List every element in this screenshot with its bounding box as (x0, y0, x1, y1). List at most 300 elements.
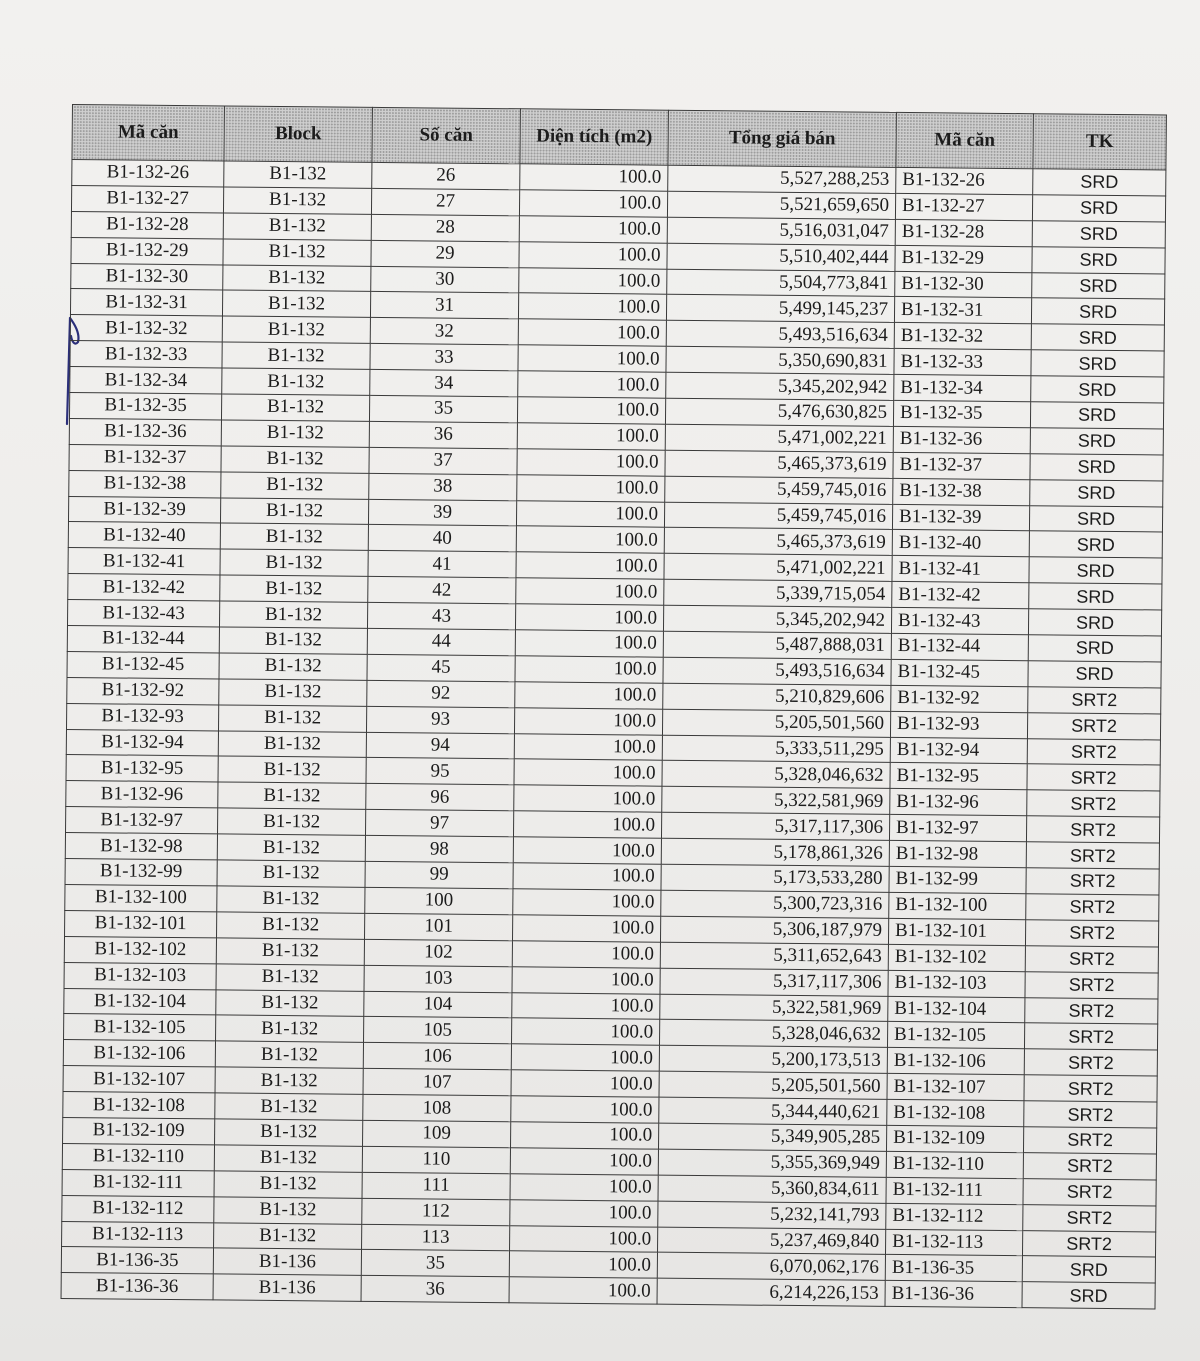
cell-tk: SRD (1029, 531, 1162, 558)
cell-ma-can-2: B1-132-93 (890, 711, 1027, 738)
cell-so-can: 36 (361, 1276, 509, 1303)
cell-block: B1-132 (219, 679, 367, 706)
cell-ma-can-2: B1-132-106 (887, 1048, 1024, 1075)
cell-tk: SRT2 (1025, 971, 1158, 998)
cell-dien-tich: 100.0 (509, 1277, 657, 1304)
cell-ma-can-2: B1-132-105 (887, 1022, 1024, 1049)
cell-block: B1-132 (222, 342, 370, 369)
cell-so-can: 99 (365, 861, 513, 888)
cell-dien-tich: 100.0 (513, 863, 661, 890)
cell-tong-gia-ban: 5,349,905,285 (658, 1123, 886, 1151)
cell-dien-tich: 100.0 (510, 1148, 658, 1175)
cell-ma-can: B1-132-97 (66, 807, 218, 834)
cell-tk: SRT2 (1024, 1101, 1157, 1128)
cell-tong-gia-ban: 6,070,062,176 (657, 1253, 885, 1281)
cell-tk: SRD (1031, 376, 1164, 403)
cell-dien-tich: 100.0 (513, 811, 661, 838)
cell-tk: SRT2 (1027, 712, 1160, 739)
price-table-sheet (61, 104, 1166, 1310)
cell-dien-tich: 100.0 (518, 345, 666, 372)
cell-block: B1-132 (218, 756, 366, 783)
cell-tk: SRD (1032, 195, 1165, 222)
cell-ma-can-2: B1-132-108 (887, 1099, 1024, 1126)
cell-dien-tich: 100.0 (511, 1018, 659, 1045)
cell-dien-tich: 100.0 (511, 1122, 659, 1149)
cell-tk: SRT2 (1025, 920, 1158, 947)
cell-tong-gia-ban: 5,317,117,306 (660, 968, 888, 996)
cell-so-can: 97 (365, 810, 513, 837)
cell-tk: SRT2 (1025, 945, 1158, 972)
cell-so-can: 109 (363, 1120, 511, 1147)
cell-dien-tich: 100.0 (515, 604, 663, 631)
cell-ma-can-2: B1-136-36 (885, 1281, 1022, 1308)
cell-ma-can: B1-132-44 (67, 626, 219, 653)
table-body (61, 160, 1166, 1310)
cell-dien-tich: 100.0 (514, 733, 662, 760)
cell-ma-can-2: B1-132-99 (889, 866, 1026, 893)
cell-so-can: 92 (367, 680, 515, 707)
cell-tk: SRD (1031, 350, 1164, 377)
cell-tk: SRT2 (1024, 1075, 1157, 1102)
cell-tong-gia-ban: 5,465,373,619 (664, 528, 892, 556)
cell-ma-can-2: B1-132-30 (895, 271, 1032, 298)
cell-tk: SRT2 (1025, 997, 1158, 1024)
cell-so-can: 98 (365, 836, 513, 863)
cell-block: B1-132 (222, 368, 370, 395)
cell-ma-can: B1-132-102 (64, 936, 216, 963)
cell-dien-tich: 100.0 (509, 1251, 657, 1278)
cell-tk: SRD (1030, 454, 1163, 481)
cell-so-can: 104 (364, 991, 512, 1018)
cell-dien-tich: 100.0 (515, 682, 663, 709)
cell-dien-tich: 100.0 (512, 940, 660, 967)
cell-ma-can-2: B1-132-41 (892, 556, 1029, 583)
cell-tong-gia-ban: 6,214,226,153 (657, 1278, 885, 1306)
cell-ma-can-2: B1-132-44 (891, 633, 1028, 660)
cell-block: B1-132 (219, 627, 367, 654)
cell-tk: SRT2 (1026, 842, 1159, 869)
cell-ma-can-2: B1-132-38 (893, 478, 1030, 505)
cell-ma-can-2: B1-132-35 (893, 400, 1030, 427)
cell-ma-can: B1-132-28 (71, 211, 223, 238)
cell-tong-gia-ban: 5,200,173,513 (659, 1045, 887, 1073)
cell-block: B1-136 (213, 1274, 361, 1301)
cell-tong-gia-ban: 5,339,715,054 (664, 579, 892, 607)
cell-block: B1-132 (218, 731, 366, 758)
cell-tong-gia-ban: 5,205,501,560 (659, 1071, 887, 1099)
cell-block: B1-132 (214, 1171, 362, 1198)
cell-block: B1-132 (214, 1222, 362, 1249)
cell-tong-gia-ban: 5,487,888,031 (663, 631, 891, 659)
cell-tk: SRD (1028, 609, 1161, 636)
cell-tong-gia-ban: 5,493,516,634 (663, 657, 891, 685)
cell-tong-gia-ban: 5,345,202,942 (666, 372, 894, 400)
cell-tk: SRT2 (1023, 1153, 1156, 1180)
cell-block: B1-132 (220, 549, 368, 576)
cell-dien-tich: 100.0 (516, 552, 664, 579)
cell-tong-gia-ban: 5,516,031,047 (667, 217, 895, 245)
cell-tk: SRT2 (1024, 1023, 1157, 1050)
cell-ma-can-2: B1-132-36 (893, 426, 1030, 453)
cell-so-can: 44 (367, 628, 515, 655)
cell-tong-gia-ban: 5,205,501,560 (662, 709, 890, 737)
cell-dien-tich: 100.0 (514, 707, 662, 734)
cell-dien-tich: 100.0 (519, 267, 667, 294)
cell-tk: SRT2 (1022, 1230, 1155, 1257)
cell-tong-gia-ban: 5,311,652,643 (660, 942, 888, 970)
unit-price-table (61, 104, 1167, 1310)
cell-dien-tich: 100.0 (516, 578, 664, 605)
cell-so-can: 39 (368, 499, 516, 526)
cell-dien-tich: 100.0 (511, 1070, 659, 1097)
cell-ma-can: B1-136-36 (61, 1273, 213, 1300)
cell-ma-can-2: B1-132-102 (888, 944, 1025, 971)
cell-ma-can: B1-132-27 (71, 185, 223, 212)
cell-ma-can: B1-132-36 (69, 418, 221, 445)
cell-ma-can: B1-132-112 (62, 1195, 214, 1222)
cell-tong-gia-ban: 5,471,002,221 (664, 554, 892, 582)
cell-dien-tich: 100.0 (518, 319, 666, 346)
cell-so-can: 43 (367, 603, 515, 630)
cell-tk: SRD (1030, 428, 1163, 455)
cell-block: B1-132 (223, 239, 371, 266)
cell-tk: SRD (1032, 221, 1165, 248)
cell-block: B1-132 (215, 1119, 363, 1146)
cell-tk: SRD (1031, 298, 1164, 325)
cell-tk: SRT2 (1023, 1178, 1156, 1205)
cell-tk: SRD (1032, 246, 1165, 273)
cell-block: B1-132 (216, 989, 364, 1016)
cell-so-can: 103 (364, 965, 512, 992)
cell-so-can: 29 (371, 240, 519, 267)
cell-so-can: 110 (362, 1146, 510, 1173)
cell-dien-tich: 100.0 (515, 656, 663, 683)
cell-ma-can: B1-132-106 (63, 1040, 215, 1067)
cell-block: B1-132 (215, 1041, 363, 1068)
cell-ma-can: B1-136-35 (61, 1247, 213, 1274)
cell-tk: SRD (1022, 1282, 1155, 1309)
cell-tong-gia-ban: 5,499,145,237 (666, 295, 894, 323)
cell-tong-gia-ban: 5,350,690,831 (666, 346, 894, 374)
cell-so-can: 94 (366, 732, 514, 759)
cell-tong-gia-ban: 5,360,834,611 (658, 1175, 886, 1203)
cell-block: B1-132 (222, 290, 370, 317)
cell-tk: SRT2 (1023, 1204, 1156, 1231)
cell-dien-tich: 100.0 (510, 1225, 658, 1252)
cell-ma-can-2: B1-132-100 (889, 892, 1026, 919)
cell-dien-tich: 100.0 (514, 759, 662, 786)
cell-ma-can: B1-132-113 (62, 1221, 214, 1248)
cell-so-can: 37 (369, 447, 517, 474)
cell-so-can: 102 (364, 939, 512, 966)
cell-tk: SRD (1029, 505, 1162, 532)
cell-ma-can: B1-132-98 (65, 833, 217, 860)
cell-ma-can-2: B1-132-101 (888, 918, 1025, 945)
cell-ma-can: B1-132-92 (67, 677, 219, 704)
cell-ma-can: B1-132-37 (69, 444, 221, 471)
cell-tk: SRD (1029, 583, 1162, 610)
cell-dien-tich: 100.0 (512, 992, 660, 1019)
cell-tk: SRT2 (1027, 790, 1160, 817)
cell-block: B1-132 (220, 575, 368, 602)
cell-ma-can: B1-132-41 (68, 548, 220, 575)
cell-so-can: 113 (362, 1224, 510, 1251)
cell-dien-tich: 100.0 (510, 1199, 658, 1226)
cell-ma-can-2: B1-132-34 (894, 375, 1031, 402)
cell-so-can: 100 (365, 887, 513, 914)
cell-dien-tich: 100.0 (517, 449, 665, 476)
cell-dien-tich: 100.0 (518, 371, 666, 398)
cell-ma-can-2: B1-132-98 (889, 841, 1026, 868)
cell-block: B1-132 (219, 601, 367, 628)
cell-block: B1-132 (219, 653, 367, 680)
cell-so-can: 105 (364, 1017, 512, 1044)
cell-tong-gia-ban: 5,237,469,840 (658, 1227, 886, 1255)
cell-tong-gia-ban: 5,232,141,793 (658, 1201, 886, 1229)
cell-tong-gia-ban: 5,317,117,306 (661, 812, 889, 840)
cell-so-can: 42 (368, 577, 516, 604)
cell-block: B1-132 (222, 316, 370, 343)
cell-dien-tich: 100.0 (517, 397, 665, 424)
cell-ma-can-2: B1-132-113 (885, 1229, 1022, 1256)
cell-ma-can: B1-132-100 (65, 884, 217, 911)
cell-tk: SRT2 (1027, 764, 1160, 791)
cell-block: B1-132 (218, 782, 366, 809)
cell-dien-tich: 100.0 (512, 915, 660, 942)
cell-ma-can-2: B1-132-40 (892, 530, 1029, 557)
cell-so-can: 28 (371, 214, 519, 241)
cell-dien-tich: 100.0 (515, 630, 663, 657)
cell-tong-gia-ban: 5,322,581,969 (662, 787, 890, 815)
cell-tong-gia-ban: 5,521,659,650 (667, 191, 895, 219)
cell-ma-can: B1-132-42 (68, 574, 220, 601)
cell-ma-can-2: B1-132-32 (894, 323, 1031, 350)
cell-so-can: 107 (363, 1069, 511, 1096)
cell-block: B1-132 (221, 446, 369, 473)
cell-so-can: 27 (371, 188, 519, 215)
cell-so-can: 96 (366, 784, 514, 811)
cell-ma-can: B1-132-38 (69, 470, 221, 497)
header-tong-gia-ban: Tổng giá bán (668, 110, 897, 167)
header-so-can: Số căn (372, 107, 521, 163)
cell-tong-gia-ban: 5,493,516,634 (666, 321, 894, 349)
cell-ma-can: B1-132-39 (68, 496, 220, 523)
cell-block: B1-132 (223, 213, 371, 240)
cell-ma-can: B1-132-103 (64, 962, 216, 989)
cell-block: B1-132 (221, 394, 369, 421)
cell-dien-tich: 100.0 (519, 190, 667, 217)
cell-tk: SRD (1031, 324, 1164, 351)
cell-block: B1-132 (216, 1015, 364, 1042)
cell-so-can: 111 (362, 1172, 510, 1199)
cell-so-can: 95 (366, 758, 514, 785)
cell-tk: SRT2 (1026, 816, 1159, 843)
cell-so-can: 38 (369, 473, 517, 500)
cell-dien-tich: 100.0 (519, 241, 667, 268)
cell-tk: SRD (1022, 1256, 1155, 1283)
cell-so-can: 106 (363, 1043, 511, 1070)
cell-ma-can: B1-132-33 (70, 341, 222, 368)
cell-ma-can-2: B1-132-109 (886, 1125, 1023, 1152)
cell-dien-tich: 100.0 (519, 216, 667, 243)
cell-block: B1-132 (214, 1145, 362, 1172)
cell-ma-can-2: B1-132-28 (895, 219, 1032, 246)
cell-block: B1-132 (216, 964, 364, 991)
cell-block: B1-132 (221, 472, 369, 499)
cell-block: B1-132 (215, 1067, 363, 1094)
cell-so-can: 31 (370, 292, 518, 319)
header-ma-can-2: Mã căn (896, 112, 1034, 168)
cell-dien-tich: 100.0 (513, 837, 661, 864)
cell-tk: SRT2 (1024, 1049, 1157, 1076)
cell-block: B1-132 (220, 498, 368, 525)
cell-ma-can-2: B1-132-92 (891, 685, 1028, 712)
cell-so-can: 32 (370, 318, 518, 345)
cell-ma-can-2: B1-132-97 (889, 815, 1026, 842)
cell-ma-can: B1-132-94 (66, 729, 218, 756)
cell-dien-tich: 100.0 (513, 889, 661, 916)
cell-tong-gia-ban: 5,328,046,632 (659, 1020, 887, 1048)
cell-ma-can-2: B1-132-96 (890, 789, 1027, 816)
header-tk: TK (1033, 114, 1167, 170)
cell-so-can: 26 (372, 162, 520, 189)
cell-so-can: 93 (366, 706, 514, 733)
cell-tk: SRD (1032, 272, 1165, 299)
cell-block: B1-132 (223, 187, 371, 214)
cell-tong-gia-ban: 5,345,202,942 (663, 605, 891, 633)
cell-so-can: 40 (368, 525, 516, 552)
cell-dien-tich: 100.0 (511, 1044, 659, 1071)
cell-ma-can: B1-132-111 (62, 1169, 214, 1196)
cell-ma-can: B1-132-108 (63, 1092, 215, 1119)
cell-tk: SRD (1030, 479, 1163, 506)
cell-dien-tich: 100.0 (516, 526, 664, 553)
cell-dien-tich: 100.0 (520, 164, 668, 191)
cell-so-can: 108 (363, 1094, 511, 1121)
cell-block: B1-132 (217, 912, 365, 939)
cell-dien-tich: 100.0 (514, 785, 662, 812)
cell-tong-gia-ban: 5,344,440,621 (659, 1097, 887, 1125)
cell-ma-can-2: B1-132-107 (887, 1074, 1024, 1101)
cell-block: B1-132 (218, 705, 366, 732)
cell-ma-can: B1-132-95 (66, 755, 218, 782)
cell-block: B1-132 (221, 420, 369, 447)
cell-ma-can: B1-132-40 (68, 522, 220, 549)
cell-ma-can: B1-132-29 (71, 237, 223, 264)
cell-ma-can: B1-132-30 (71, 263, 223, 290)
cell-ma-can-2: B1-132-103 (888, 970, 1025, 997)
cell-tong-gia-ban: 5,178,861,326 (661, 838, 889, 866)
cell-ma-can-2: B1-132-29 (895, 245, 1032, 272)
cell-dien-tich: 100.0 (517, 474, 665, 501)
cell-tong-gia-ban: 5,333,511,295 (662, 735, 890, 763)
cell-tk: SRT2 (1023, 1127, 1156, 1154)
cell-ma-can-2: B1-132-110 (886, 1151, 1023, 1178)
header-dien-tich: Diện tích (m2) (520, 109, 669, 165)
cell-tong-gia-ban: 5,210,829,606 (663, 683, 891, 711)
cell-block: B1-132 (217, 886, 365, 913)
cell-tong-gia-ban: 5,471,002,221 (665, 424, 893, 452)
cell-ma-can-2: B1-132-37 (893, 452, 1030, 479)
cell-so-can: 45 (367, 654, 515, 681)
cell-block: B1-132 (216, 938, 364, 965)
cell-so-can: 41 (368, 551, 516, 578)
cell-so-can: 33 (370, 344, 518, 371)
cell-dien-tich: 100.0 (510, 1173, 658, 1200)
cell-tong-gia-ban: 5,510,402,444 (667, 243, 895, 271)
cell-tk: SRT2 (1027, 738, 1160, 765)
cell-dien-tich: 100.0 (511, 1096, 659, 1123)
cell-tk: SRD (1030, 402, 1163, 429)
cell-ma-can-2: B1-132-33 (894, 349, 1031, 376)
cell-tk: SRD (1028, 661, 1161, 688)
cell-ma-can: B1-132-109 (63, 1117, 215, 1144)
cell-tong-gia-ban: 5,328,046,632 (662, 761, 890, 789)
cell-block: B1-132 (224, 161, 372, 188)
cell-block: B1-132 (214, 1197, 362, 1224)
cell-ma-can-2: B1-132-112 (886, 1203, 1023, 1230)
cell-so-can: 30 (371, 266, 519, 293)
cell-ma-can-2: B1-136-35 (885, 1255, 1022, 1282)
cell-tong-gia-ban: 5,306,187,979 (660, 916, 888, 944)
cell-tong-gia-ban: 5,459,745,016 (664, 502, 892, 530)
cell-so-can: 35 (361, 1250, 509, 1277)
cell-ma-can-2: B1-132-95 (890, 763, 1027, 790)
cell-ma-can: B1-132-105 (64, 1014, 216, 1041)
cell-ma-can-2: B1-132-26 (896, 167, 1033, 194)
cell-so-can: 35 (369, 395, 517, 422)
cell-ma-can: B1-132-35 (69, 393, 221, 420)
cell-ma-can: B1-132-43 (67, 600, 219, 627)
cell-so-can: 101 (364, 913, 512, 940)
cell-ma-can: B1-132-96 (66, 781, 218, 808)
cell-ma-can: B1-132-31 (70, 289, 222, 316)
cell-ma-can-2: B1-132-31 (894, 297, 1031, 324)
cell-ma-can: B1-132-101 (65, 910, 217, 937)
cell-block: B1-132 (223, 265, 371, 292)
cell-tong-gia-ban: 5,322,581,969 (660, 994, 888, 1022)
cell-dien-tich: 100.0 (512, 966, 660, 993)
cell-tk: SRD (1029, 557, 1162, 584)
cell-tong-gia-ban: 5,504,773,841 (667, 269, 895, 297)
cell-ma-can: B1-132-32 (70, 315, 222, 342)
cell-block: B1-132 (217, 860, 365, 887)
cell-tong-gia-ban: 5,465,373,619 (665, 450, 893, 478)
cell-ma-can-2: B1-132-104 (888, 996, 1025, 1023)
cell-tk: SRT2 (1026, 894, 1159, 921)
cell-ma-can: B1-132-45 (67, 651, 219, 678)
cell-tong-gia-ban: 5,459,745,016 (665, 476, 893, 504)
cell-tong-gia-ban: 5,173,533,280 (661, 864, 889, 892)
cell-ma-can-2: B1-132-27 (895, 193, 1032, 220)
cell-tk: SRD (1033, 169, 1166, 196)
cell-tong-gia-ban: 5,355,369,949 (658, 1149, 886, 1177)
cell-block: B1-132 (215, 1093, 363, 1120)
cell-ma-can: B1-132-110 (62, 1143, 214, 1170)
header-ma-can: Mã căn (72, 105, 225, 161)
cell-tk: SRD (1028, 635, 1161, 662)
cell-block: B1-132 (217, 808, 365, 835)
cell-tong-gia-ban: 5,476,630,825 (665, 398, 893, 426)
cell-block: B1-132 (217, 834, 365, 861)
cell-tong-gia-ban: 5,527,288,253 (668, 165, 896, 193)
cell-tk: SRT2 (1026, 868, 1159, 895)
cell-ma-can: B1-132-26 (72, 160, 224, 187)
cell-ma-can-2: B1-132-45 (891, 659, 1028, 686)
cell-dien-tich: 100.0 (516, 500, 664, 527)
cell-tong-gia-ban: 5,300,723,316 (661, 890, 889, 918)
cell-tk: SRT2 (1028, 687, 1161, 714)
